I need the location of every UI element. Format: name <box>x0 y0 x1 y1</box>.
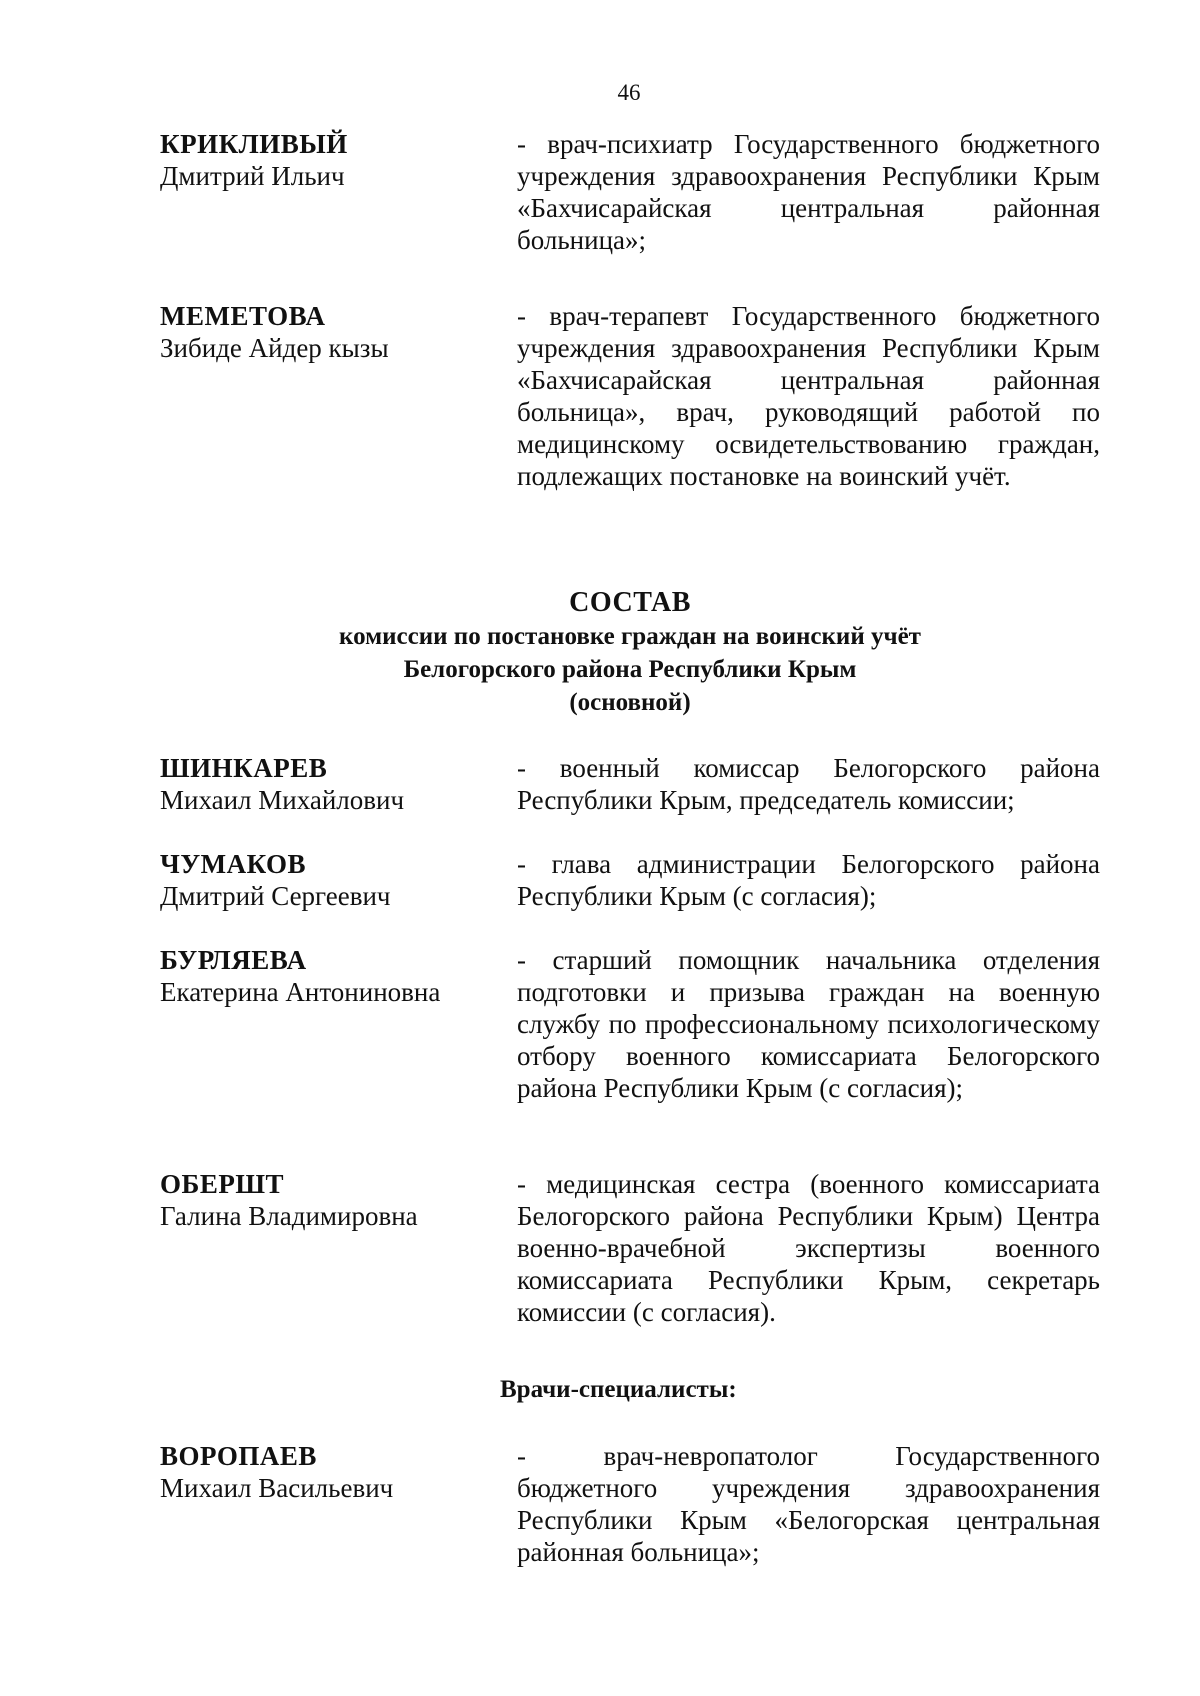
member-given-name: Михаил Михайлович <box>160 785 405 815</box>
member-description: - врач-терапевт Государственного бюджетного учреждения здравоохранения Республики Крым «Бахчисарайская центральная районная больница», врач, руководящий работой по медицинскому освидетельствованию граждан, подлежащих постановке на воинский учёт. <box>517 301 1100 491</box>
member-given-name: Екатерина Антониновна <box>160 977 441 1007</box>
member-name <box>160 944 500 1008</box>
member-given-name: Галина Владимировна <box>160 1201 418 1231</box>
member-description: - глава администрации Белогорского района Республики Крым (с согласия); <box>517 849 1100 911</box>
section-subtitle-line-1: комиссии по постановке граждан на воинский учёт <box>339 623 921 650</box>
member-description: - военный комиссар Белогорского района Республики Крым, председатель комиссии; <box>517 753 1100 815</box>
specialists-heading: Врачи-специалисты: <box>500 1376 737 1403</box>
member-given-name: Дмитрий Сергеевич <box>160 881 391 911</box>
member-surname: ШИНКАРЕВ <box>160 753 328 783</box>
member-surname: КРИКЛИВЫЙ <box>160 129 348 159</box>
member-name <box>160 300 500 364</box>
member-description: - старший помощник начальника отделения подготовки и призыва граждан на военную службу по профессиональному психологическому отбору военного комиссариата Белогорского района Республики Крым (с согласия); <box>517 945 1100 1103</box>
section-heading <box>160 586 1100 719</box>
member-description: - медицинская сестра (военного комиссариата Белогорского района Республики Крым) Центра военно-врачебной экспертизы военного комиссариата Республики Крым, секретарь комиссии (с согласия). <box>517 1169 1100 1327</box>
member-name <box>160 848 500 912</box>
member-surname: БУРЛЯЕВА <box>160 945 307 975</box>
section-subtitle-line-2: Белогорского района Республики Крым <box>403 656 857 683</box>
page-number: 46 <box>617 80 641 105</box>
member-given-name: Дмитрий Ильич <box>160 161 345 191</box>
member-name <box>160 128 500 192</box>
member-given-name: Зибиде Айдер кызы <box>160 333 389 363</box>
member-surname: ОБЕРШТ <box>160 1169 285 1199</box>
member-name <box>160 1168 500 1232</box>
member-surname: ЧУМАКОВ <box>160 849 307 879</box>
section-title: СОСТАВ <box>569 587 691 618</box>
member-name <box>160 752 500 816</box>
member-description: - врач-невропатолог Государственного бюджетного учреждения здравоохранения Республики Крым «Белогорская центральная районная больница»; <box>517 1441 1100 1567</box>
member-description: - врач-психиатр Государственного бюджетного учреждения здравоохранения Республики Крым «Бахчисарайская центральная районная больница»; <box>517 129 1100 255</box>
section-subtitle-line-3: (основной) <box>569 689 691 716</box>
member-given-name: Михаил Васильевич <box>160 1473 394 1503</box>
member-surname: МЕМЕТОВА <box>160 301 326 331</box>
member-surname: ВОРОПАЕВ <box>160 1441 317 1471</box>
member-name <box>160 1440 500 1504</box>
